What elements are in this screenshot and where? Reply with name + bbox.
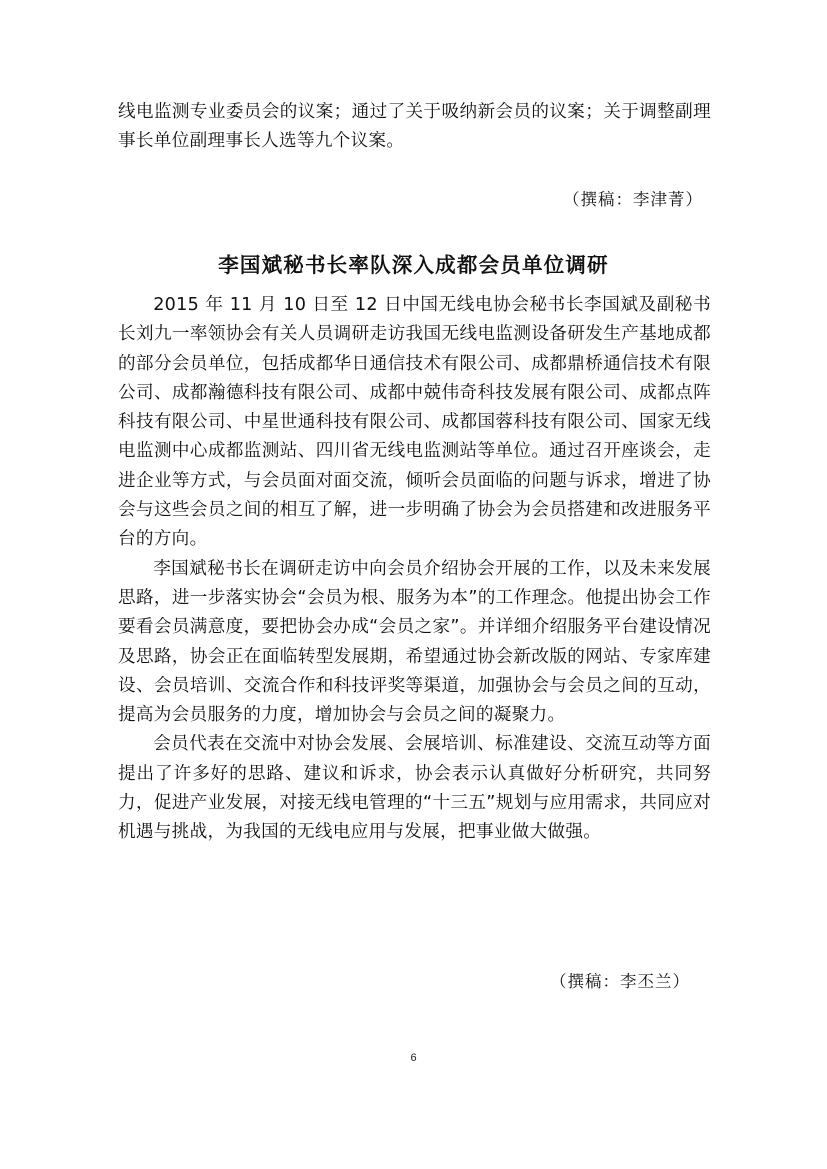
article-byline: （撰稿：李丕兰） <box>550 972 690 991</box>
article-title: 李国斌秘书长率队深入成都会员单位调研 <box>218 253 609 277</box>
continued-paragraph: 线电监测专业委员会的议案；通过了关于吸纳新会员的议案；关于调整副理事长单位副理事长人选等九个议案。 <box>118 102 711 152</box>
article-paragraph: 2015 年 11 月 10 日至 12 日中国无线电协会秘书长李国斌及副秘书长刘九一率领协会有关人员调研走访我国无线电监测设备研发生产基地成都的部分会员单位，包括成都华日通信技术有限公司、成都鼎桥通信技术有限公司、成都瀚德科技有限公司、成都中兢伟奇科技发展有限公司、成都点阵科技有限公司、中星世通科技有限公司、成都国蓉科技有限公司、国家无线电监测中心成都监测站、四川省无线电监测站等单位。通过召开座谈会，走进企业等方式，与会员面对面交流，倾听会员面临的问题与诉求，增进了协会与这些会员之间的相互了解，进一步明确了协会为会员搭建和改进服务平台的方向。 <box>118 295 711 550</box>
article-paragraph: 李国斌秘书长在调研走访中向会员介绍协会开展的工作，以及未来发展思路，进一步落实协会“会员为根、服务为本”的工作理念。他提出协会工作要看会员满意度，要把协会办成“会员之家”。并详细介绍服务平台建设情况及思路，协会正在面临转型发展期，希望通过协会新改版的网站、专家库建设、会员培训、交流合作和科技评奖等渠道，加强协会与会员之间的互动，提高为会员服务的力度，增加协会与会员之间的凝聚力。 <box>118 558 711 726</box>
previous-article-byline: （撰稿：李津菁） <box>563 190 703 209</box>
page-number: 6 <box>410 1052 417 1064</box>
article-body <box>118 291 711 848</box>
article-paragraph: 会员代表在交流中对协会发展、会展培训、标准建设、交流互动等方面提出了许多好的思路、建议和诉求，协会表示认真做好分析研究，共同努力，促进产业发展，对接无线电管理的“十三五”规划与应用需求，共同应对机遇与挑战，为我国的无线电应用与发展，把事业做大做强。 <box>118 734 711 843</box>
previous-article-tail <box>118 98 711 157</box>
